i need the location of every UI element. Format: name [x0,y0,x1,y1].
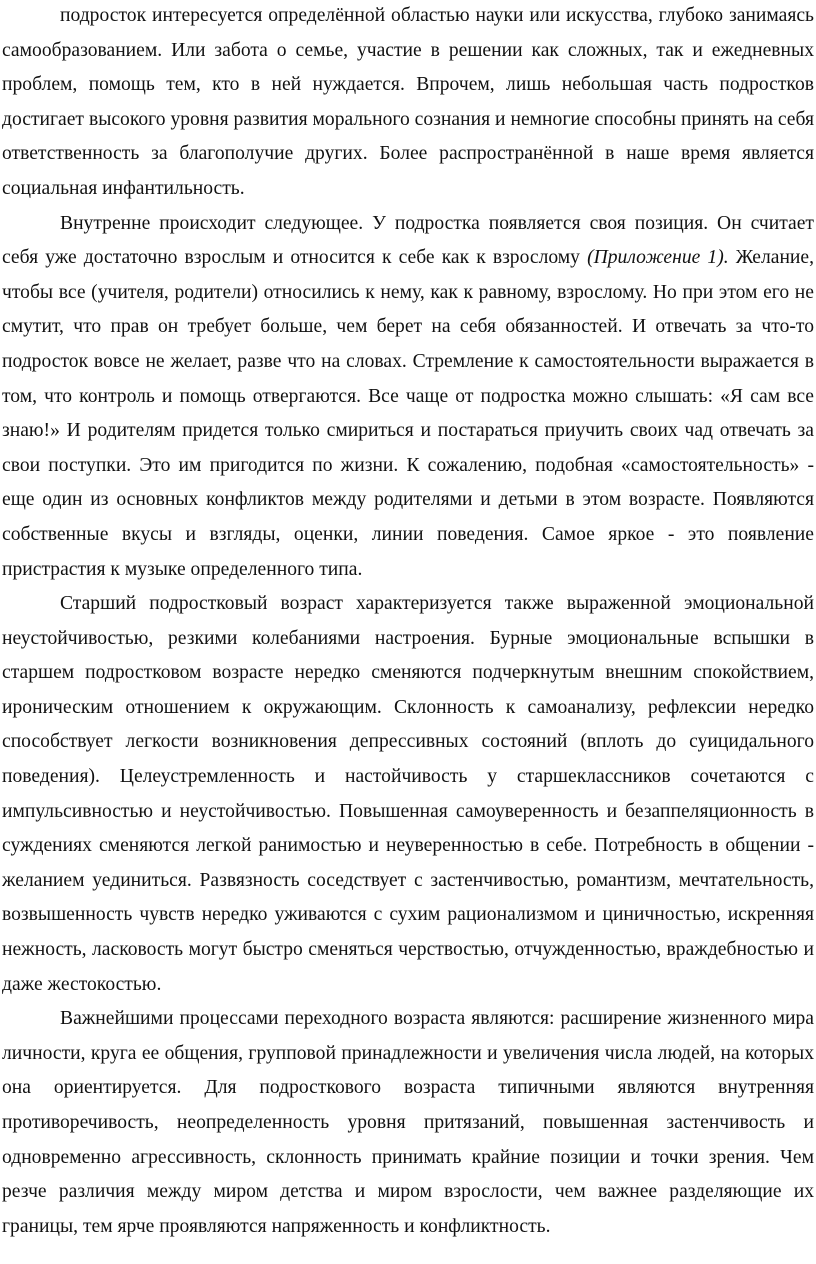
paragraph-2-text-before: Внутренне происходит следующее. У подростка появляется своя позиция. Он считает себя уже достаточно взрослым и относится к себе как к взрослому [2,212,814,269]
paragraph-2-text-after: Желание, чтобы все (учителя, родители) относились к нему, как к равному, взрослому. Но при этом его не смутит, что прав он требует больше, чем берет на себя обязанностей. И отвечать за что-то подросток вовсе не желает, разве что на словах. Стремление к самостоятельности выражается в том, что контроль и помощь отвергаются. Все чаще от подростка можно слышать: «Я сам все знаю!» И родителям придется только смириться и постараться приучить своих чад отвечать за свои поступки. Это им пригодится по жизни. К сожалению, подобная «самостоятельность» - еще один из основных конфликтов между родителями и детьми в этом возрасте. Появляются собственные вкусы и взгляды, оценки, линии поведения. Самое яркое - это появление пристрастия к музыке определенного типа. [2,247,815,580]
paragraph-4: Важнейшими процессами переходного возраста являются: расширение жизненного мира личности, круга ее общения, групповой принадлежности и увеличения числа людей, на которых она ориентируется. Для подросткового возраста типичными являются внутренняя противоречивость, неопределенность уровня притязаний, повышенная застенчивость и одновременно агрессивность, склонность принимать крайние позиции и точки зрения. Чем резче различия между миром детства и миром взрослости, чем важнее разделяющие их границы, тем ярче проявляются напряженность и конфликтность. [2,1008,814,1237]
appendix-reference: (Приложение 1). [587,247,729,269]
paragraph-3: Старший подростковый возраст характеризуется также выраженной эмоциональной неустойчивостью, резкими колебаниями настроения. Бурные эмоциональные вспышки в старшем подростковом возрасте нередко сменяются подчеркнутым внешним спокойствием, ироническим отношением к окружающим. Склонность к самоанализу, рефлексии нередко способствует легкости возникновения депрессивных состояний (вплоть до суицидального поведения). Целеустремленность и настойчивость у старшеклассников сочетаются с импульсивностью и неустойчивостью. Повышенная самоуверенность и безаппеляционность в суждениях сменяются легкой ранимостью и неуверенностью в себе. Потребность в общении - желанием уединиться. Развязность соседствует с застенчивостью, романтизм, мечтательность, возвышенность чувств нередко уживаются с сухим рационализмом и циничностью, искренняя нежность, ласковость могут быстро сменяться черствостью, отчужденностью, враждебностью и даже жестокостью. [2,593,814,995]
paragraph-1: подросток интересуется определённой областью науки или искусства, глубоко занимаясь самообразованием. Или забота о семье, участие в решении как сложных, так и ежедневных проблем, помощь тем, кто в ней нуждается. Впрочем, лишь небольшая часть подростков достигает высокого уровня развития морального сознания и немногие способны принять на себя ответственность за благополучие других. Более распространённой в наше время является социальная инфантильность. [2,5,814,199]
paragraph-2 [2,207,814,588]
